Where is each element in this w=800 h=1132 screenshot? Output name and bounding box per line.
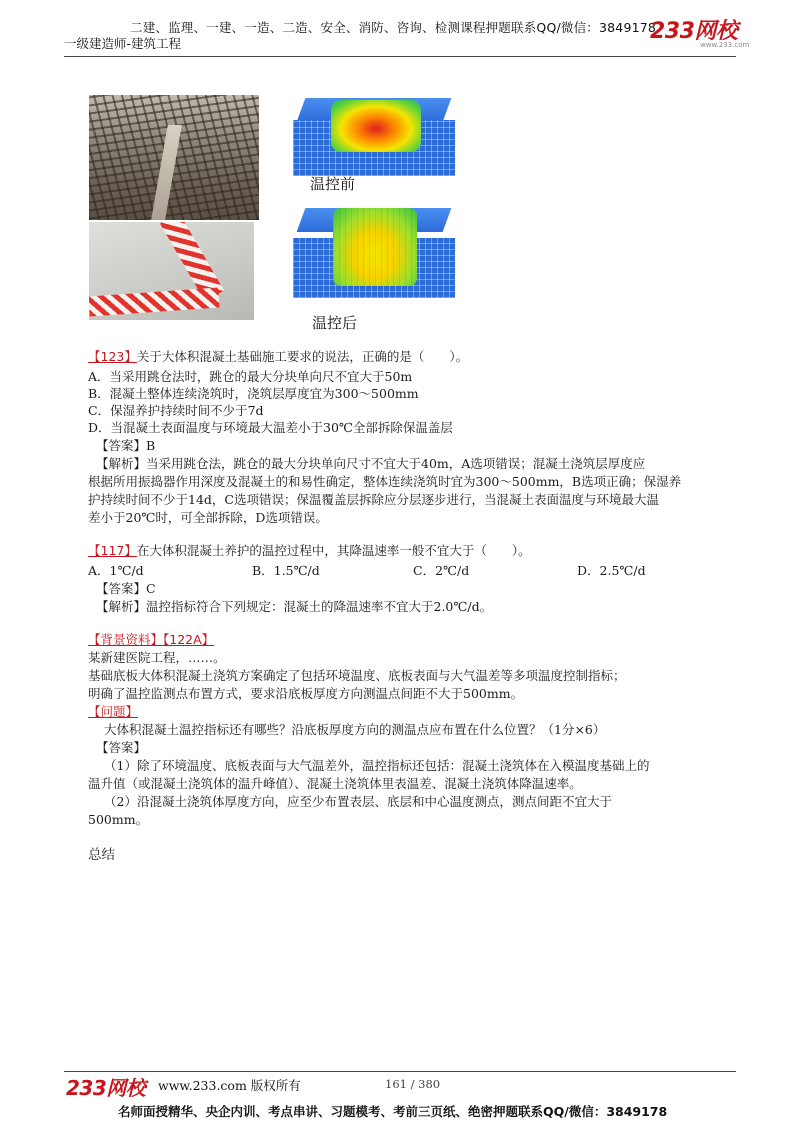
question-tag: 【117】	[88, 543, 137, 558]
case-line: 基础底板大体积混凝土浇筑方案确定了包括环境温度、底板表面与大气温差等多项温度控制指标；	[88, 668, 626, 683]
brand-logo-url: www.233.com	[700, 41, 750, 49]
option-a: A．1℃/d	[88, 563, 144, 578]
page-number: 161 / 380	[385, 1077, 441, 1091]
background-tag: 【背景资料】	[88, 632, 164, 647]
analysis-line: 【解析】当采用跳仓法，跳仓的最大分块单向尺寸不宜大于40m，A选项错误；混凝土浇筑层厚度应	[96, 456, 646, 471]
analysis-line: 根据所用振捣器作用深度及混凝土的和易性确定，整体连续浇筑时宜为300～500mm，B选项正确；保湿养	[88, 474, 682, 489]
case-answer-line: （2）沿混凝土浇筑体厚度方向，应至少布置表层、底层和中心温度测点，测点间距不宜大于	[104, 794, 612, 809]
rebar-site-photo	[89, 95, 259, 220]
question-tag: 【123】	[88, 349, 137, 364]
footer-logo: 233网校	[66, 1076, 146, 1100]
question-123	[88, 349, 468, 365]
question-stem: 在大体积混凝土养护的温控过程中，其降温速率一般不宜大于（ ）。	[136, 543, 531, 558]
slab-joint-photo	[89, 222, 254, 320]
caption-before: 温控前	[310, 175, 356, 193]
case-line: 明确了温控监测点布置方式，要求沿底板厚度方向测温点间距不大于500mm。	[88, 686, 524, 701]
option-a: A．当采用跳仓法时，跳仓的最大分块单向尺不宜大于50m	[88, 369, 413, 384]
brand-logo: 233网校	[650, 19, 738, 44]
case-header	[88, 632, 214, 648]
header-divider	[64, 56, 736, 57]
analysis-line: 护持续时间不少于14d，C选项错误；保温覆盖层拆除应分层逐步进行，当混凝土表面温度与环境最大温	[88, 492, 659, 507]
footer-divider	[64, 1071, 736, 1072]
analysis-line: 【解析】温控指标符合下列规定：混凝土的降温速率不宜大于2.0℃/d。	[96, 599, 493, 614]
header-subtitle: 一级建造师-建筑工程	[64, 36, 182, 51]
option-c: C．保湿养护持续时间不少于7d	[88, 403, 264, 418]
year-tag: 【122A】	[163, 632, 215, 647]
header-contact-line: 二建、监理、一建、一造、二造、安全、消防、咨询、检测课程押题联系QQ/微信：3849178	[130, 20, 657, 35]
option-b: B．混凝土整体连续浇筑时，浇筑层厚度宜为300～500mm	[88, 386, 419, 401]
option-c: C．2℃/d	[413, 563, 470, 578]
answer: 【答案】C	[96, 581, 156, 596]
question-tag	[88, 704, 138, 720]
answer: 【答案】B	[96, 438, 156, 453]
question-117	[88, 543, 531, 559]
case-question: 大体积混凝土温控指标还有哪些？沿底板厚度方向的测温点应布置在什么位置？（1分×6）	[104, 722, 606, 737]
case-line: 某新建医院工程，……。	[88, 650, 226, 665]
question-label: 【问题】	[88, 704, 139, 719]
summary-heading: 总结	[88, 847, 115, 863]
case-answer-line: 500mm。	[88, 812, 149, 827]
temperature-field-after-image	[293, 208, 455, 298]
footer-contact-line: 名师面授精华、央企内训、考点串讲、习题模考、考前三页纸、绝密押题联系QQ/微信：3849178	[118, 1104, 668, 1119]
case-answer-line: （1）除了环境温度、底板表面与大气温差外，温控指标还包括：混凝土浇筑体在入模温度基础上的	[104, 758, 650, 773]
temperature-field-before-image	[293, 98, 455, 176]
option-d: D．当混凝土表面温度与环境最大温差小于30℃全部拆除保温盖层	[88, 420, 453, 435]
option-b: B．1.5℃/d	[252, 563, 320, 578]
case-answer-label: 【答案】	[96, 740, 147, 755]
analysis-line: 差小于20℃时，可全部拆除，D选项错误。	[88, 510, 328, 525]
case-answer-line: 温升值（或混凝土浇筑体的温升峰值）、混凝土浇筑体里表温差、混凝土浇筑体降温速率。	[88, 776, 582, 791]
footer-site: www.233.com 版权所有	[158, 1078, 301, 1093]
caption-after: 温控后	[312, 314, 358, 332]
option-d: D．2.5℃/d	[577, 563, 646, 578]
question-stem: 关于大体积混凝土基础施工要求的说法，正确的是（ ）。	[136, 349, 469, 364]
